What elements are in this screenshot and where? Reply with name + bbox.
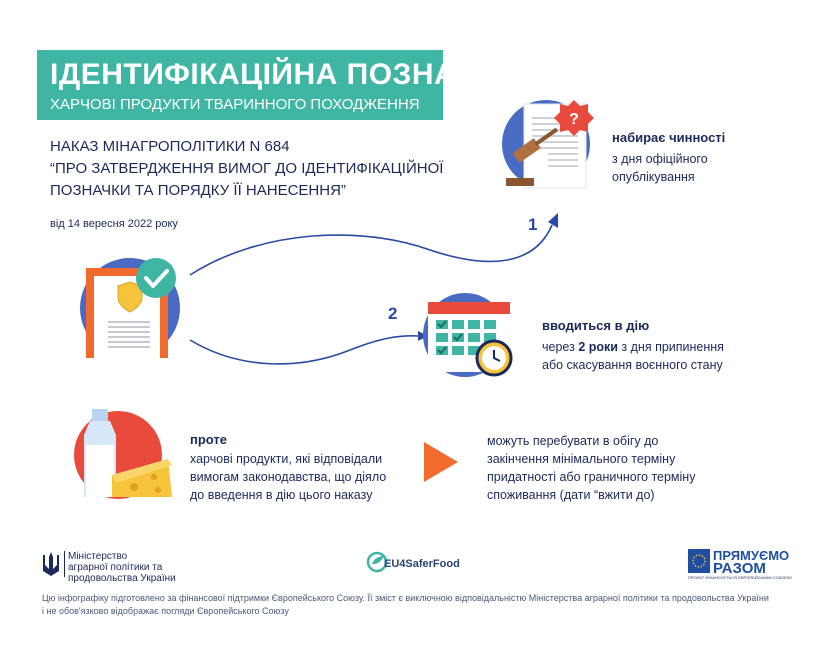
gavel-document-icon [498,96,598,196]
step1-line-1: з дня офіційного [612,152,708,166]
step2-title: вводиться в дію [542,318,650,333]
ministry-line-3: продовольства України [68,573,176,584]
however-line-3: до введення в дію цього наказу [190,488,373,502]
page-subtitle: ХАРЧОВІ ПРОДУКТИ ТВАРИННОГО ПОХОДЖЕННЯ [50,96,420,113]
step2-line-1-post: з дня припинення [617,340,724,354]
calendar-clock-icon [420,290,520,385]
pryamuemo-line-1: ПРЯМУЄМО [713,548,790,563]
result-line-1: можуть перебувати в обігу до [487,434,659,448]
eu4saferfood-logo-text: EU4SaferFood [384,558,460,570]
arrow-head-step1 [548,213,558,228]
order-line-2: “ПРО ЗАТВЕРДЖЕННЯ ВИМОГ ДО ІДЕНТИФІКАЦІЙНОЇ [50,160,444,177]
step1-line-2: опублікування [612,170,695,184]
disclaimer-line-1: Цю інфографіку підготовлено за фінансової підтримки Європейського Союзу. Її зміст є виключною відповідальністю Міністерства аграрної політики та продовольства України [42,593,769,603]
ministry-line-2: аграрної політики та [68,562,163,573]
ministry-logo-text [68,551,176,584]
step2-line-1-bold: 2 роки [578,340,618,354]
result-line-4: споживання (дати “вжити до) [487,488,655,502]
arrow-to-step1 [190,225,552,275]
step2-line-1-pre: через [542,340,579,354]
milk-cheese-icon [72,405,182,505]
step2-line-1 [542,338,724,356]
result-line-3: придатності або граничного терміну [487,470,696,484]
order-line-3: ПОЗНАЧКИ ТА ПОРЯДКУ ЇЇ НАНЕСЕННЯ” [50,182,346,199]
step2-number: 2 [388,304,398,323]
footer-disclaimer [42,592,782,618]
pryamuemo-small-text: ПРОЄКТ ФІНАНСУЄТЬСЯ ЄВРОПЕЙСЬКИМ СОЮЗОМ [688,575,792,580]
ministry-line-1: Міністерство [68,551,128,562]
order-line-1: НАКАЗ МІНАГРОПОЛІТИКИ N 684 [50,138,290,155]
trident-icon [42,551,60,577]
disclaimer-line-2: і не обов'язково відображає погляди Європейського Союзу [42,606,289,616]
svg-text:?: ? [569,111,579,128]
step1-text [612,150,708,186]
however-title: проте [190,432,228,447]
result-line-2: закінчення мінімального терміну [487,452,676,466]
ministry-divider [64,551,65,577]
pryamuemo-line-2: РАЗОМ [713,560,766,577]
step2-text [542,338,724,374]
step1-title: набирає чинності [612,130,726,145]
pryamuemo-logo-text [713,549,789,575]
however-line-2: вимогам законодавства, що діяло [190,470,387,484]
result-text [487,432,695,504]
document-shield-icon [78,256,188,361]
step1-number: 1 [528,215,538,234]
arrow-to-step2 [190,336,418,364]
play-arrow-icon [422,440,462,484]
page-title: ІДЕНТИФІКАЦІЙНА ПОЗНАЧКА [50,58,517,91]
eu-flag-icon [688,549,710,573]
however-text [190,450,386,504]
step2-line-2: або скасування воєнного стану [542,358,723,372]
order-date: від 14 вересня 2022 року [50,218,178,230]
however-line-1: харчові продукти, які відповідали [190,452,383,466]
